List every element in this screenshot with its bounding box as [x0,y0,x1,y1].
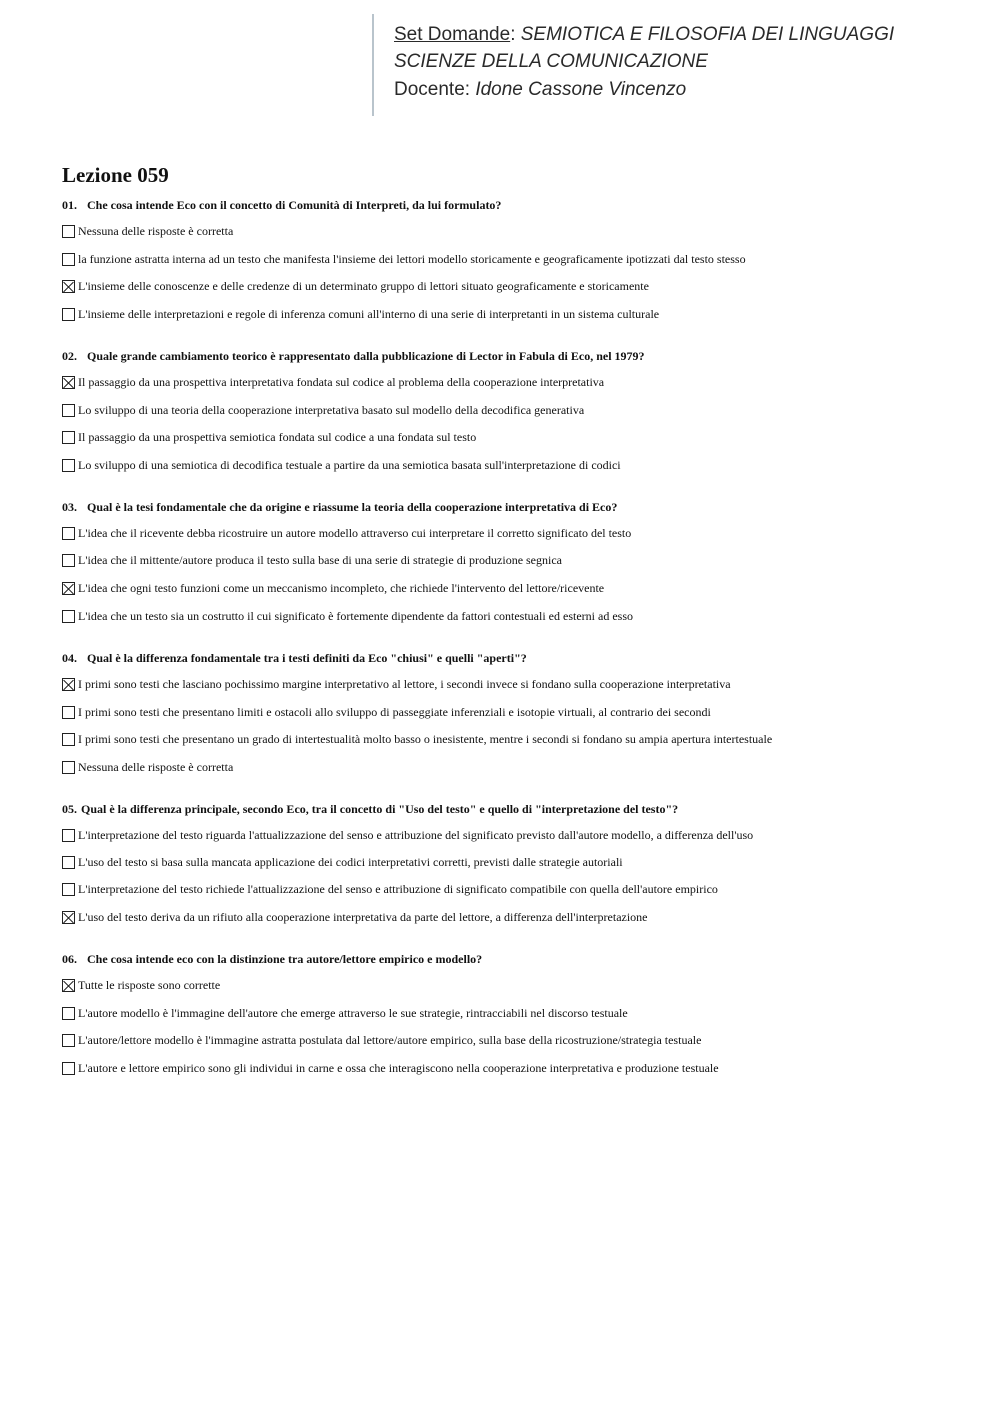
answer-text: L'interpretazione del testo riguarda l'attualizzazione del senso e attribuzione del significato previsto dall'autore modello, a differenza dell'uso [78,828,754,842]
lesson-title: Lezione 059 [62,163,169,187]
answer-text: I primi sono testi che presentano un grado di intertestualità molto basso o inesistente, mentre i secondi si fondano su ampia apertura intertestuale [78,732,773,746]
question-title [62,650,962,666]
question-text: Quale grande cambiamento teorico è rappresentato dalla pubblicazione di Lector in Fabula di Eco, nel 1979? [87,349,645,363]
answer-checkbox[interactable] [62,554,75,567]
question-03 [62,499,962,623]
answer-text: L'uso del testo si basa sulla mancata applicazione dei codici interpretativi corretti, previsti dalle strategie autoriali [78,855,623,869]
question-number: 04. [62,651,77,665]
answer-option [62,580,604,596]
answer-checkbox[interactable] [62,678,75,691]
question-01 [62,197,962,321]
answer-option [62,1032,701,1048]
answer-checkbox[interactable] [62,911,75,924]
teacher-name: Idone Cassone Vincenzo [475,79,687,100]
answer-checkbox[interactable] [62,225,75,238]
answer-option [62,457,621,473]
answer-checkbox[interactable] [62,1007,75,1020]
answer-option [62,676,731,692]
answer-checkbox[interactable] [62,280,75,293]
answer-checkbox[interactable] [62,253,75,266]
answer-option [62,1005,628,1021]
answer-option [62,278,649,294]
answer-checkbox[interactable] [62,459,75,472]
answer-checkbox[interactable] [62,527,75,540]
answer-option [62,827,753,843]
set-separator: : [510,24,516,45]
answer-option [62,854,623,870]
answer-text: Il passaggio da una prospettiva semiotica fondata sul codice a una fondata sul testo [78,430,477,444]
answer-text: L'autore e lettore empirico sono gli individui in carne e ossa che interagiscono nella cooperazione interpretativa e produzione testuale [78,1061,719,1075]
answer-option [62,429,476,445]
question-text: Che cosa intende eco con la distinzione tra autore/lettore empirico e modello? [87,952,483,966]
answer-checkbox[interactable] [62,582,75,595]
answer-text: Lo sviluppo di una semiotica di decodifica testuale a partire da una semiotica basata sull'interpretazione di codici [78,458,621,472]
question-text: Qual è la differenza fondamentale tra i testi definiti da Eco "chiusi" e quelli "aperti"? [87,651,527,665]
answer-option [62,552,562,568]
answer-option [62,759,233,775]
answer-text: L'idea che il mittente/autore produca il testo sulla base di una serie di strategie di produzione segnica [78,553,562,567]
question-04 [62,650,962,774]
answer-text: L'idea che un testo sia un costrutto il cui significato è fortemente dipendente da fattori contestuali ed esterni ad esso [78,609,633,623]
set-label: Set Domande [394,24,511,45]
answer-checkbox[interactable] [62,431,75,444]
answer-checkbox[interactable] [62,883,75,896]
answer-text: L'autore/lettore modello è l'immagine astratta postulata dal lettore/autore empirico, sulla base della ricostruzione/strategia testuale [78,1033,702,1047]
teacher-label: Docente: [394,79,471,100]
answer-text: Lo sviluppo di una teoria della cooperazione interpretativa basato sul modello della decodifica generativa [78,403,585,417]
header-teacher-line [394,78,686,102]
answer-option [62,251,746,267]
answer-text: I primi sono testi che presentano limiti e ostacoli allo sviluppo di passeggiate inferenziali e isotopie virtuali, al contrario dei secondi [78,705,711,719]
question-number: 06. [62,952,77,966]
question-05 [62,801,962,924]
answer-option [62,525,631,541]
answer-checkbox[interactable] [62,856,75,869]
answer-checkbox[interactable] [62,376,75,389]
answer-checkbox[interactable] [62,829,75,842]
course-title: SEMIOTICA E FILOSOFIA DEI LINGUAGGI [520,24,895,45]
answer-option [62,374,604,390]
question-06 [62,951,962,1075]
answer-text: la funzione astratta interna ad un testo che manifesta l'insieme dei lettori modello storicamente e geograficamente ipotizzati dal testo stesso [78,252,746,266]
answer-option [62,608,633,624]
question-title [62,348,962,364]
answer-text: L'uso del testo deriva da un rifiuto alla cooperazione interpretativa da parte del lettore, a differenza dell'interpretazione [78,910,648,924]
answer-text: Tutte le risposte sono corrette [78,978,221,992]
answer-option [62,881,718,897]
answer-text: Il passaggio da una prospettiva interpretativa fondata sul codice al problema della cooperazione interpretativa [78,375,605,389]
answer-checkbox[interactable] [62,308,75,321]
answer-option [62,909,648,925]
answer-text: I primi sono testi che lasciano pochissimo margine interpretativo al lettore, i secondi invece si fondano sulla cooperazione interpretativa [78,677,731,691]
question-number: 05. [62,802,77,816]
question-number: 03. [62,500,77,514]
answer-text: Nessuna delle risposte è corretta [78,224,234,238]
answer-option [62,223,233,239]
question-title [62,197,962,213]
answer-text: Nessuna delle risposte è corretta [78,760,234,774]
question-number: 02. [62,349,77,363]
question-text: Qual è la differenza principale, secondo Eco, tra il concetto di "Uso del testo" e quello di "interpretazione del testo"? [81,802,679,816]
answer-checkbox[interactable] [62,1062,75,1075]
document-header [372,14,974,116]
course-subtitle: SCIENZE DELLA COMUNICAZIONE [394,51,708,72]
answer-checkbox[interactable] [62,404,75,417]
answer-option [62,306,659,322]
question-title [62,951,962,967]
answer-option [62,731,772,747]
answer-option [62,1060,719,1076]
question-text: Qual è la tesi fondamentale che da origine e riassume la teoria della cooperazione interpretativa di Eco? [87,500,618,514]
answer-text: L'insieme delle interpretazioni e regole di inferenza comuni all'interno di una serie di interpretanti in un sistema culturale [78,307,660,321]
question-text: Che cosa intende Eco con il concetto di Comunità di Interpreti, da lui formulato? [87,198,502,212]
question-title [62,801,962,817]
answer-checkbox[interactable] [62,610,75,623]
answer-checkbox[interactable] [62,706,75,719]
answer-checkbox[interactable] [62,761,75,774]
answer-option [62,977,220,993]
answer-text: L'interpretazione del testo richiede l'attualizzazione del senso e attribuzione di significato compatibile con quella dell'autore empirico [78,882,718,896]
question-02 [62,348,962,472]
question-title [62,499,962,515]
answer-text: L'idea che il ricevente debba ricostruire un autore modello attraverso cui interpretare il corretto significato del testo [78,526,632,540]
answer-text: L'autore modello è l'immagine dell'autore che emerge attraverso le sue strategie, rintracciabili nel discorso testuale [78,1006,628,1020]
answer-text: L'insieme delle conoscenze e delle credenze di un determinato gruppo di lettori situato geograficamente e storicamente [78,279,649,293]
answer-checkbox[interactable] [62,1034,75,1047]
question-number: 01. [62,198,77,212]
answer-checkbox[interactable] [62,733,75,746]
answer-option [62,704,711,720]
header-course-line [394,23,894,47]
answer-checkbox[interactable] [62,979,75,992]
answer-text: L'idea che ogni testo funzioni come un meccanismo incompleto, che richiede l'intervento del lettore/ricevente [78,581,605,595]
answer-option [62,402,584,418]
